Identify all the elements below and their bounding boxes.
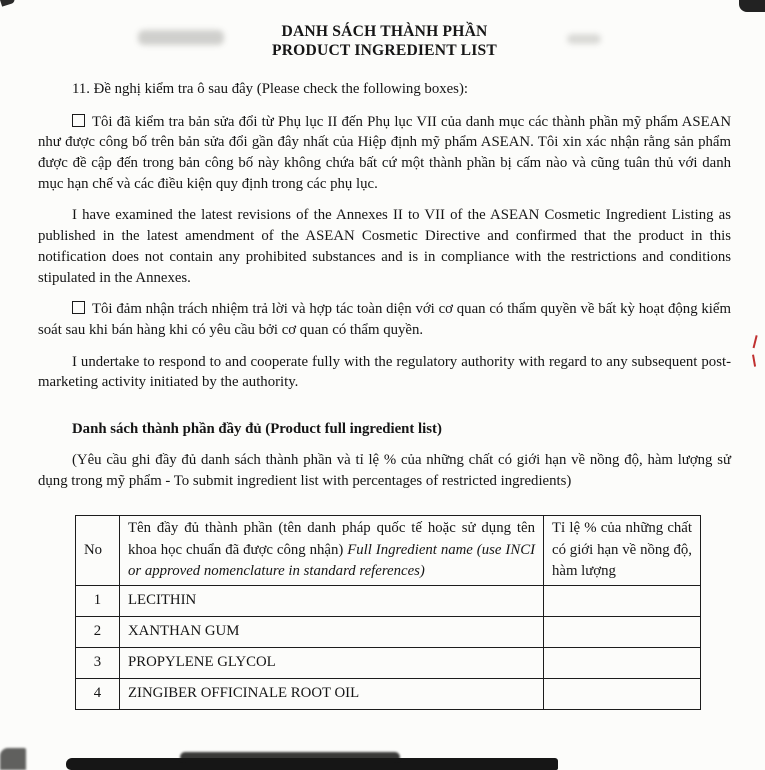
red-pen-mark	[752, 353, 763, 366]
scan-artifact-bottom-bar	[180, 752, 400, 762]
column-header-percentage: Tỉ lệ % của những chất có giới hạn về nồng độ, hàm lượng	[544, 516, 701, 585]
row-number: 2	[76, 616, 120, 647]
column-header-name-vi: Tên đầy đủ thành phần (tên danh pháp quốc tế hoặc sử dụng tên khoa học chuẩn đã được công nhận)	[128, 520, 535, 558]
scan-artifact-top-right	[739, 0, 765, 12]
instruction-line: 11. Đề nghị kiểm tra ô sau đây (Please check the following boxes):	[72, 80, 468, 97]
ingredient-table	[75, 515, 701, 709]
row-number: 4	[76, 678, 120, 709]
table-header-row	[76, 516, 701, 585]
row-number: 3	[76, 647, 120, 678]
document-header	[38, 22, 731, 61]
paragraph-cooperation-en: I undertake to respond to and cooperate fully with the regulatory authority with regard to any subsequent post-marketing activity initiated by the authority.	[38, 353, 731, 391]
column-header-ingredient-name	[120, 516, 544, 585]
section-heading: Danh sách thành phần đầy đủ (Product full ingredient list)	[72, 421, 442, 438]
percentage-cell	[544, 678, 701, 709]
page-title-vietnamese: DANH SÁCH THÀNH PHẦN	[281, 23, 488, 40]
table-row	[76, 616, 701, 647]
section-note: (Yêu cầu ghi đầy đủ danh sách thành phần và tỉ lệ % của những chất có giới hạn về nồng độ, hàm lượng sử dụng trong mỹ phẩm - To submit ingredient list with percentages of restricted ingredients)	[38, 451, 731, 489]
ingredient-name: ZINGIBER OFFICINALE ROOT OIL	[120, 678, 544, 709]
percentage-cell	[544, 585, 701, 616]
paragraph-annexes-vi-text: Tôi đã kiểm tra bản sửa đổi từ Phụ lục II đến Phụ lục VII của danh mục các thành phần mỹ phẩm ASEAN như được công bố trên bản sửa đổi gần đây nhất của Hiệp định mỹ phẩm ASEAN. Tôi xin xác nhận rằng sản phẩm được đề cập đến trong bản công bố này không chứa bất cứ một thành phần bị cấm nào và cũng tuân thủ với danh mục hạn chế và các điều kiện quy định trong các phụ lục.	[38, 113, 731, 192]
paragraph-annexes-en: I have examined the latest revisions of the Annexes II to VII of the ASEAN Cosmetic Ingredient Listing as published in the latest amendment of the ASEAN Cosmetic Directive and confirmed that the product in this notification does not contain any prohibited substances and is in compliance with the restrictions and conditions stipulated in the Annexes.	[38, 207, 731, 286]
column-header-no: No	[76, 516, 120, 585]
table-row	[76, 678, 701, 709]
column-header-name-en: Full Ingredient name (use INCI or approved nomenclature in standard references)	[128, 541, 535, 580]
percentage-cell	[544, 647, 701, 678]
ingredient-name: LECITHIN	[120, 585, 544, 616]
paragraph-cooperation-vi-text: Tôi đảm nhận trách nhiệm trả lời và hợp tác toàn diện với cơ quan có thẩm quyền về bất kỳ hoạt động kiểm soát sau khi bán hàng khi có yêu cầu bởi cơ quan có thẩm quyền.	[38, 301, 731, 338]
checkbox-annexes[interactable]	[72, 114, 85, 127]
percentage-cell	[544, 616, 701, 647]
paragraph-cooperation-vi	[38, 299, 731, 340]
table-row	[76, 585, 701, 616]
paragraph-annexes-vi	[38, 112, 731, 195]
scan-artifact-bottom-left	[0, 748, 26, 770]
red-pen-mark	[753, 335, 765, 350]
scan-artifact-bottom-bar	[66, 758, 558, 770]
checkbox-cooperation[interactable]	[72, 301, 85, 314]
ingredient-name: PROPYLENE GLYCOL	[120, 647, 544, 678]
row-number: 1	[76, 585, 120, 616]
page-title-english: PRODUCT INGREDIENT LIST	[272, 42, 497, 60]
scan-artifact-top-left	[0, 0, 15, 7]
table-row	[76, 647, 701, 678]
ingredient-name: XANTHAN GUM	[120, 616, 544, 647]
